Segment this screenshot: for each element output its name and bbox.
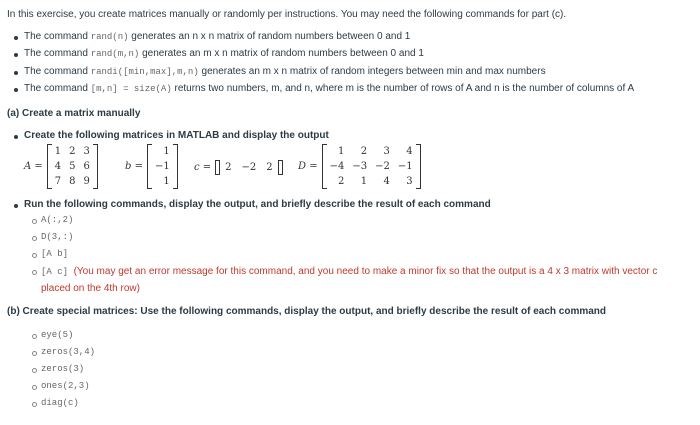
code: [m,n] = size(A): [90, 84, 172, 94]
matrix-entry: −2: [375, 161, 390, 172]
matrix-entry: 2: [337, 176, 345, 187]
bullet-icon: [14, 204, 18, 208]
matrix-entry: 2: [69, 146, 76, 157]
text: generates an n x n matrix of random numbers between 0 and 1: [128, 31, 411, 42]
list-item: [24, 31, 410, 42]
vector-c: [194, 160, 283, 175]
matrix-entry: −2: [241, 162, 257, 173]
matrix-entry: −4: [329, 161, 345, 172]
matrix-A: [24, 144, 98, 189]
matrix-entry: 1: [54, 146, 62, 157]
command-item: D(3,:): [41, 232, 74, 242]
matrix-entry: 6: [83, 161, 90, 172]
note-continuation: placed on the 4th row): [41, 283, 140, 294]
intro-text: In this exercise, you create matrices manually or randomly per instructions. You may need the following commands for part (c).: [7, 9, 567, 20]
matrix-entry: 2: [225, 162, 232, 173]
command-item: zeros(3,4): [41, 347, 96, 357]
list-item: [24, 66, 546, 77]
text: returns two numbers, m, and n, where m is the number of rows of A and n is the number of columns of A: [171, 83, 635, 94]
matrix-entry: 2: [266, 162, 273, 173]
circle-bullet-icon: [32, 368, 37, 373]
list-item: [24, 48, 424, 59]
command-item: diag(c): [41, 398, 79, 408]
code: rand(n): [90, 32, 129, 42]
circle-bullet-icon: [32, 219, 37, 224]
matrix-entry: 2: [360, 146, 368, 157]
command-item: ones(2,3): [41, 381, 90, 391]
matrix-label: b =: [125, 161, 143, 172]
matrix-entry: 4: [383, 176, 390, 187]
matrix-entry: 9: [83, 176, 90, 187]
part-a-bullet-2: Run the following commands, display the output, and briefly describe the result of each command: [24, 199, 491, 210]
matrix-entry: 1: [163, 146, 170, 157]
circle-bullet-icon: [32, 253, 37, 258]
matrix-label: A =: [24, 161, 43, 172]
bullet-icon: [14, 135, 18, 139]
matrix-label: c =: [194, 162, 212, 173]
code: rand(m,n): [90, 49, 140, 59]
matrix-entry: 1: [163, 176, 170, 187]
matrix-entry: 1: [360, 176, 368, 187]
matrix-entry: 3: [383, 146, 390, 157]
code: randi([min,max],m,n): [90, 67, 199, 77]
command-item: eye(5): [41, 330, 74, 340]
matrix-entry: 3: [406, 176, 413, 187]
command-item: [A b]: [41, 249, 69, 259]
command-item: [41, 266, 657, 277]
part-a-bullet-1: Create the following matrices in MATLAB and display the output: [24, 130, 329, 141]
matrix-entry: −3: [352, 161, 368, 172]
circle-bullet-icon: [32, 351, 37, 356]
code: [A c]: [41, 267, 69, 277]
part-a-heading: (a) Create a matrix manually: [7, 108, 141, 119]
matrix-entry: 3: [83, 146, 90, 157]
command-item: A(:,2): [41, 215, 74, 225]
list-item: [24, 83, 634, 94]
matrix-entry: 4: [54, 161, 62, 172]
bullet-icon: [14, 36, 18, 40]
note: (You may get an error message for this command, and you need to make a minor fix so that the output is a 4 x 3 matrix with vector c: [73, 266, 658, 277]
matrix-D: [298, 144, 421, 189]
text: generates an m x n matrix of random numbers between 0 and 1: [139, 48, 424, 59]
matrix-entry: −1: [397, 161, 413, 172]
text: The command: [24, 31, 91, 42]
matrix-entry: 8: [69, 176, 76, 187]
command-item: zeros(3): [41, 364, 85, 374]
matrix-entry: −1: [154, 161, 170, 172]
matrix-label: D =: [298, 161, 318, 172]
part-b-heading: (b) Create special matrices: Use the following commands, display the output, and briefly describe the result of each command: [7, 306, 607, 317]
text: The command: [24, 66, 91, 77]
text: The command: [24, 48, 91, 59]
matrix-entry: 5: [69, 161, 76, 172]
matrix-entry: 1: [337, 146, 345, 157]
text: The command: [24, 83, 91, 94]
circle-bullet-icon: [32, 334, 37, 339]
circle-bullet-icon: [32, 270, 37, 275]
circle-bullet-icon: [32, 236, 37, 241]
matrix-b: [125, 144, 178, 189]
circle-bullet-icon: [32, 402, 37, 407]
text: generates an m x n matrix of random integers between min and max numbers: [198, 66, 546, 77]
bullet-icon: [14, 88, 18, 92]
matrix-entry: 4: [406, 146, 413, 157]
bullet-icon: [14, 53, 18, 57]
bullet-icon: [14, 71, 18, 75]
circle-bullet-icon: [32, 385, 37, 390]
matrix-entry: 7: [54, 176, 62, 187]
